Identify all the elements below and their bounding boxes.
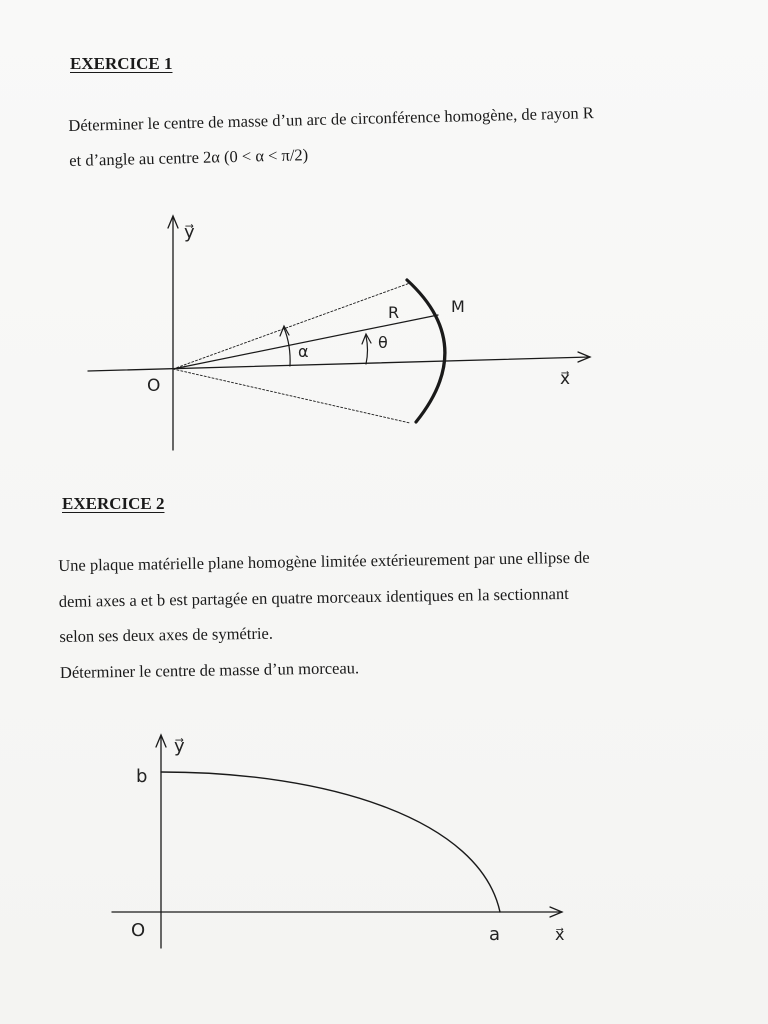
fig1-x-label: x⃗ — [560, 369, 571, 389]
fig1-radius-label: R — [388, 303, 400, 322]
fig1-alpha-label: α — [298, 342, 309, 361]
exercise-1-title: EXERCICE 1 — [70, 54, 173, 73]
exercise-2-line-2: demi axes a et b est partagée en quatre morceaux identiques en la sectionnant — [58, 583, 569, 611]
fig1-origin-label: O — [147, 376, 161, 396]
quarter-ellipse — [161, 772, 500, 912]
exercise-2-line-4: Déterminer le centre de masse d’un morceau. — [59, 657, 360, 682]
fig2-x-label: x⃗ — [555, 925, 565, 944]
exercise-2-line-1: Une plaque matérielle plane homogène limitée extérieurement par une ellipse de — [58, 547, 590, 575]
fig2-a-label: a — [489, 924, 501, 945]
exercise-1-line-2: et d’angle au centre 2α (0 < α < π/2) — [69, 145, 309, 170]
exercise-1-line-1: Déterminer le centre de masse d’un arc de circonférence homogène, de rayon R — [68, 103, 594, 135]
exercise-2-line-3: selon ses deux axes de symétrie. — [59, 623, 274, 646]
fig1-point-label: M — [451, 297, 465, 316]
fig2-origin-label: O — [131, 920, 146, 941]
fig1-theta-label: θ — [378, 333, 388, 352]
fig2-y-label: y⃗ — [174, 736, 185, 757]
fig1-y-label: y⃗ — [184, 222, 195, 243]
exercise-2-title: EXERCICE 2 — [62, 494, 165, 513]
fig2-b-label: b — [136, 766, 148, 787]
